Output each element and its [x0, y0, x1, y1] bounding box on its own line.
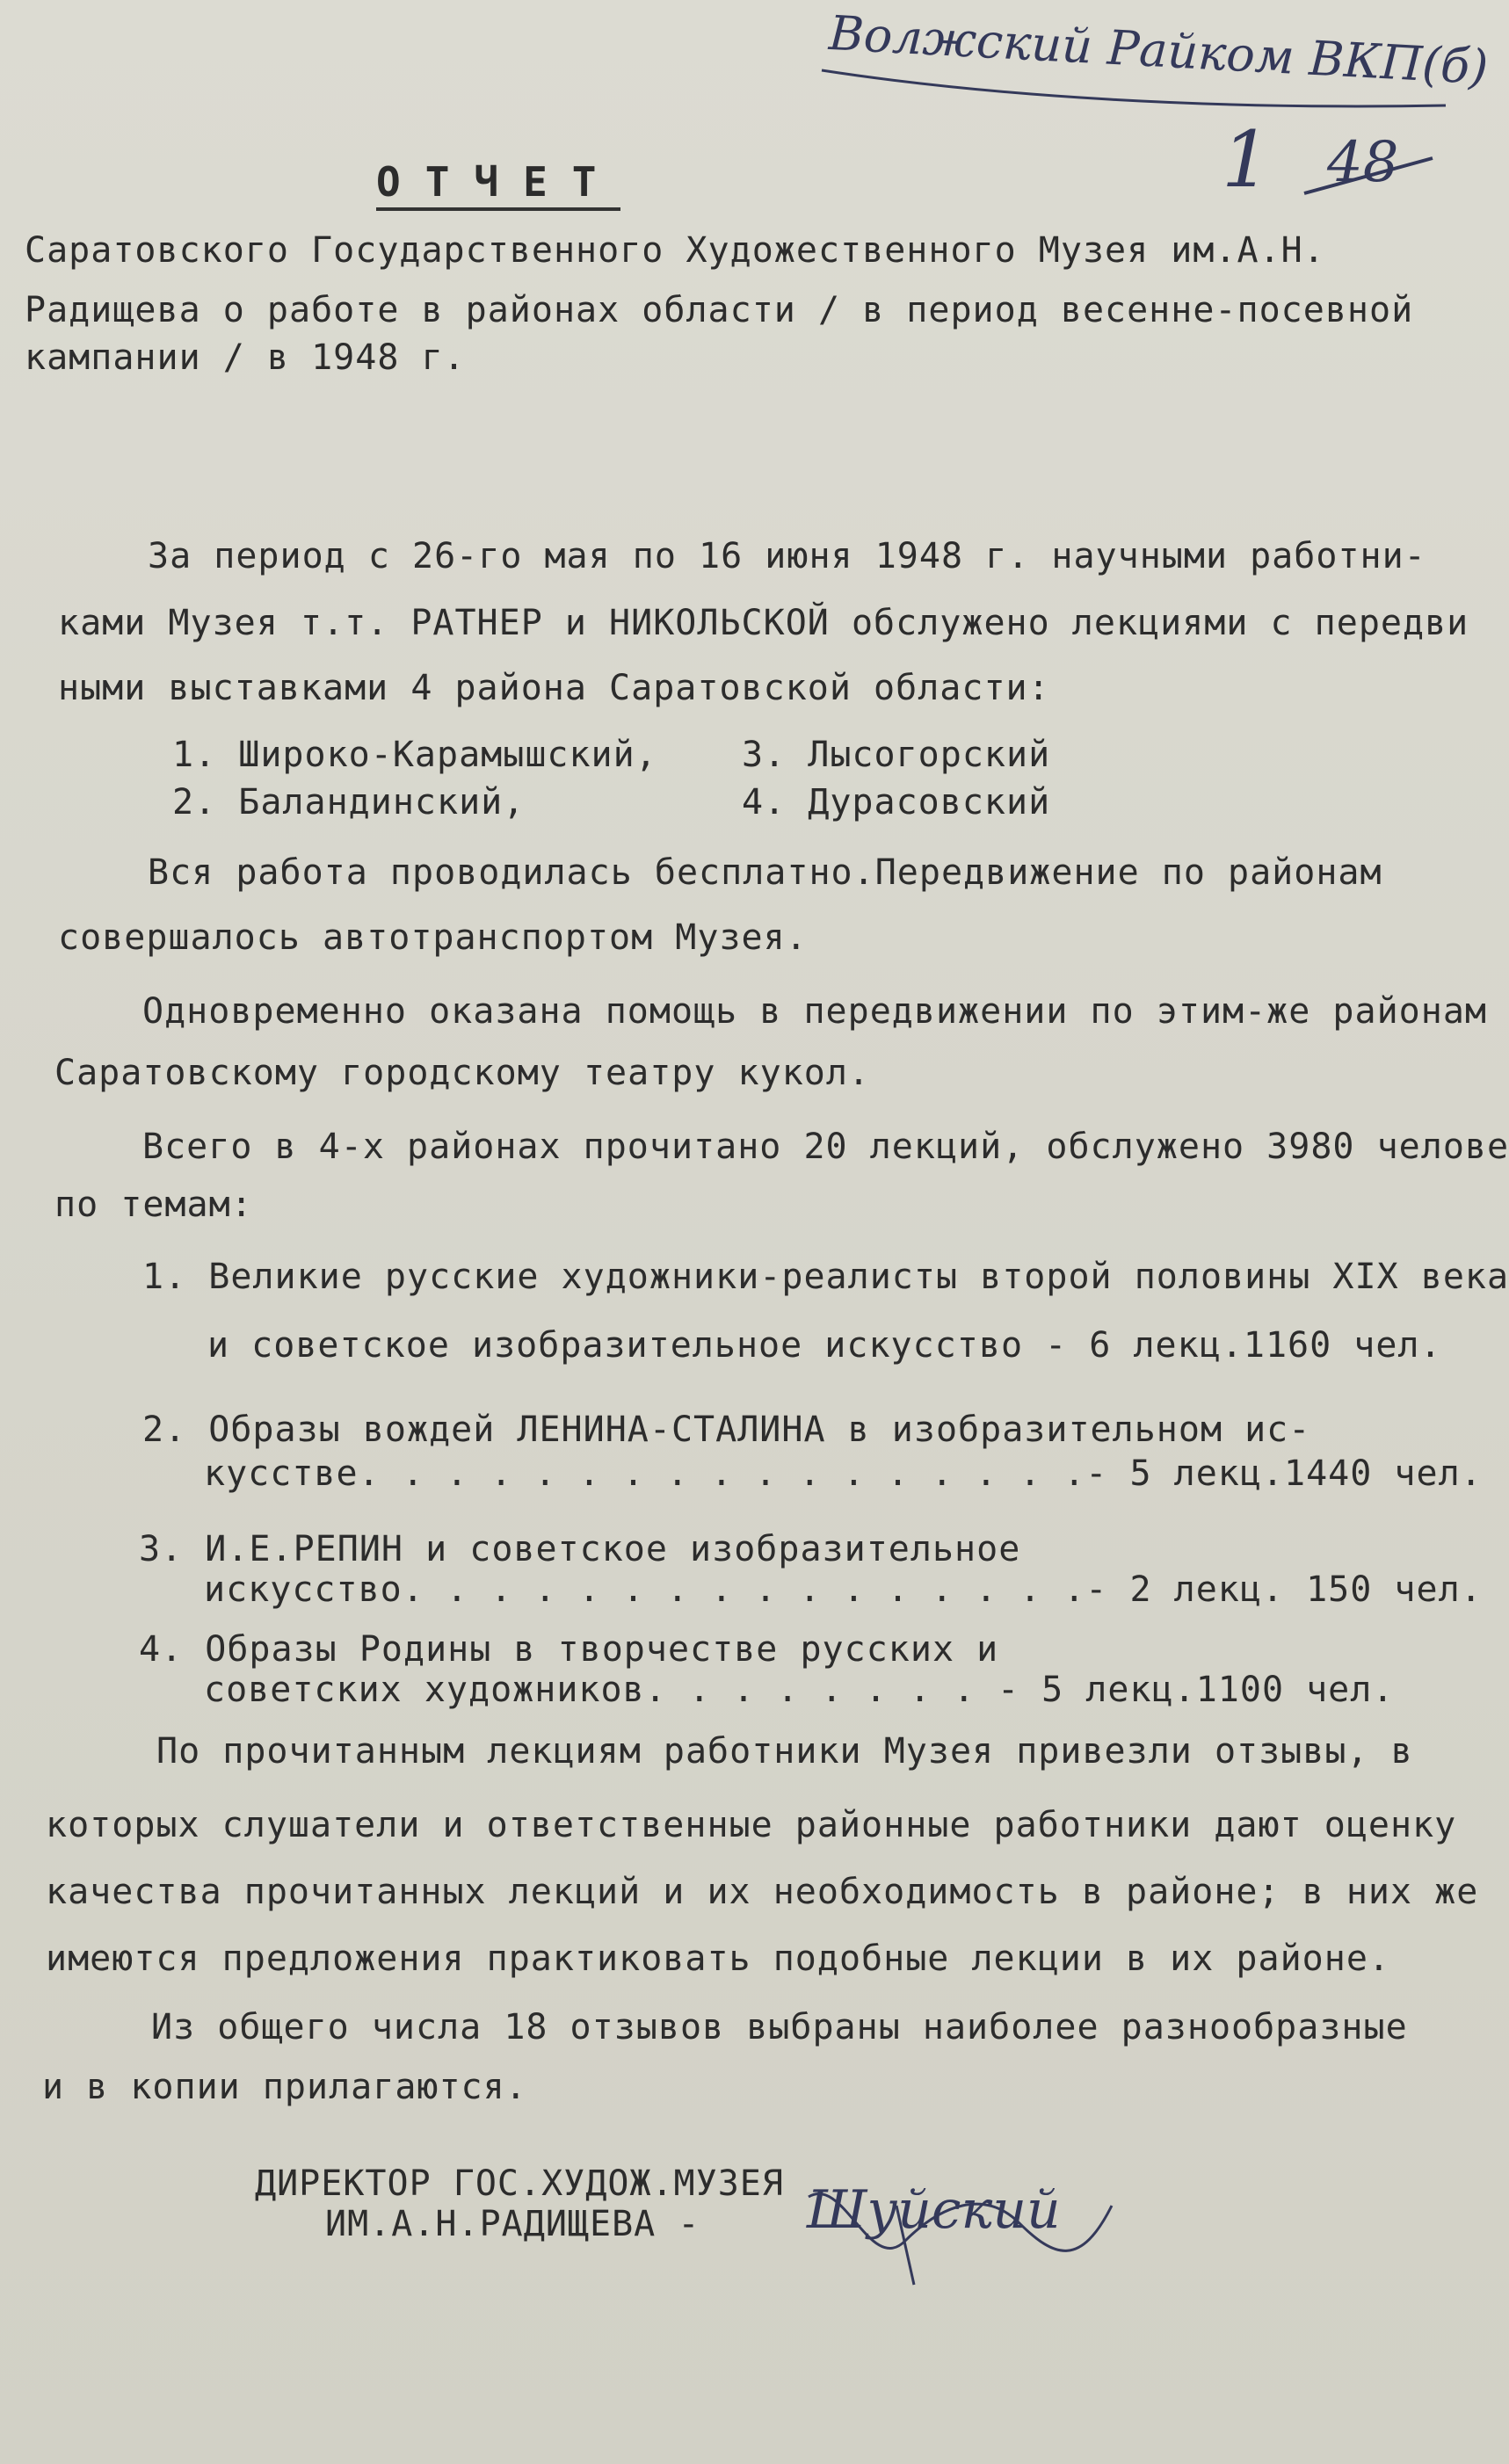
intro-line: За период с 26-го мая по 16 июня 1948 г. научными работни- [148, 536, 1426, 576]
topic-line: советских художников. . . . . . . . - 5 лекц.1100 чел. [204, 1670, 1395, 1710]
intro-line: ными выставками 4 района Саратовской области: [58, 668, 1050, 708]
topic-line: 4. Образы Родины в творчестве русских и [139, 1629, 999, 1670]
paragraph-line: которых слушатели и ответственные районные работники дают оценку [46, 1805, 1457, 1845]
paragraph-line: Одновременно оказана помощь в передвижении по этим-же районам [142, 991, 1488, 1032]
paragraph-line: По прочитанным лекциям работники Музея привезли отзывы, в [156, 1731, 1413, 1772]
district-right: 3. Лысогорский [742, 735, 1051, 775]
report-heading: ОТЧЕТ [376, 158, 620, 211]
sheet-mark: 1 [1222, 114, 1271, 205]
signature-title: ИМ.А.Н.РАДИЩЕВА - [325, 2204, 700, 2244]
paragraph-line: и в копии прилагаются. [42, 2067, 527, 2107]
district-right: 4. Дурасовский [742, 782, 1051, 823]
note-underline [817, 62, 1450, 114]
signature-title: ДИРЕКТОР ГОС.ХУДОЖ.МУЗЕЯ [255, 2163, 784, 2204]
paragraph-line: Всего в 4-х районах прочитано 20 лекций, обслужено 3980 челове [142, 1127, 1509, 1167]
paragraph-line: Вся работа проводилась бесплатно.Передвижение по районам [148, 852, 1382, 893]
district-left: 1. Широко-Карамышский, [172, 735, 657, 775]
paragraph-line: Саратовскому городскому театру кукол. [54, 1053, 871, 1093]
signature-flourish [791, 2170, 1125, 2294]
subtitle-line: кампании / в 1948 г. [25, 337, 466, 378]
paragraph-line: Из общего числа 18 отзывов выбраны наиболее разнообразные [151, 2007, 1408, 2047]
sheet-number-strike [1301, 141, 1441, 202]
paragraph-line: качества прочитанных лекций и их необходимость в районе; в них же [46, 1872, 1479, 1912]
paragraph-line: по темам: [54, 1185, 253, 1225]
paragraph-line: имеются предложения практиковать подобные лекции в их районе. [46, 1939, 1391, 1979]
topic-line: кусстве. . . . . . . . . . . . . . . . .- 5 лекц.1440 чел. [204, 1453, 1483, 1494]
subtitle-line: Радищева о работе в районах области / в период весенне-посевной [25, 290, 1414, 330]
topic-line: 2. Образы вождей ЛЕНИНА-СТАЛИНА в изобразительном ис- [142, 1410, 1311, 1450]
sheet-number: 48 [1327, 130, 1399, 195]
handwritten-note: Волжский Райком ВКП(б) [827, 5, 1490, 96]
topic-line: 3. И.Е.РЕПИН и советское изобразительное [139, 1529, 1021, 1569]
topic-line: и советское изобразительное искусство - 6 лекц.1160 чел. [207, 1325, 1442, 1366]
district-left: 2. Баландинский, [172, 782, 526, 823]
subtitle-line: Саратовского Государственного Художественного Музея им.А.Н. [25, 230, 1325, 271]
topic-line: 1. Великие русские художники-реалисты второй половины XIX века [142, 1257, 1509, 1297]
topic-line: искусство. . . . . . . . . . . . . . . .- 2 лекц. 150 чел. [204, 1569, 1483, 1610]
handwritten-signature: Шуйский [807, 2179, 1061, 2241]
paragraph-line: совершалось автотранспортом Музея. [58, 917, 808, 958]
intro-line: ками Музея т.т. РАТНЕР и НИКОЛЬСКОЙ обслужено лекциями с передви [58, 603, 1469, 643]
